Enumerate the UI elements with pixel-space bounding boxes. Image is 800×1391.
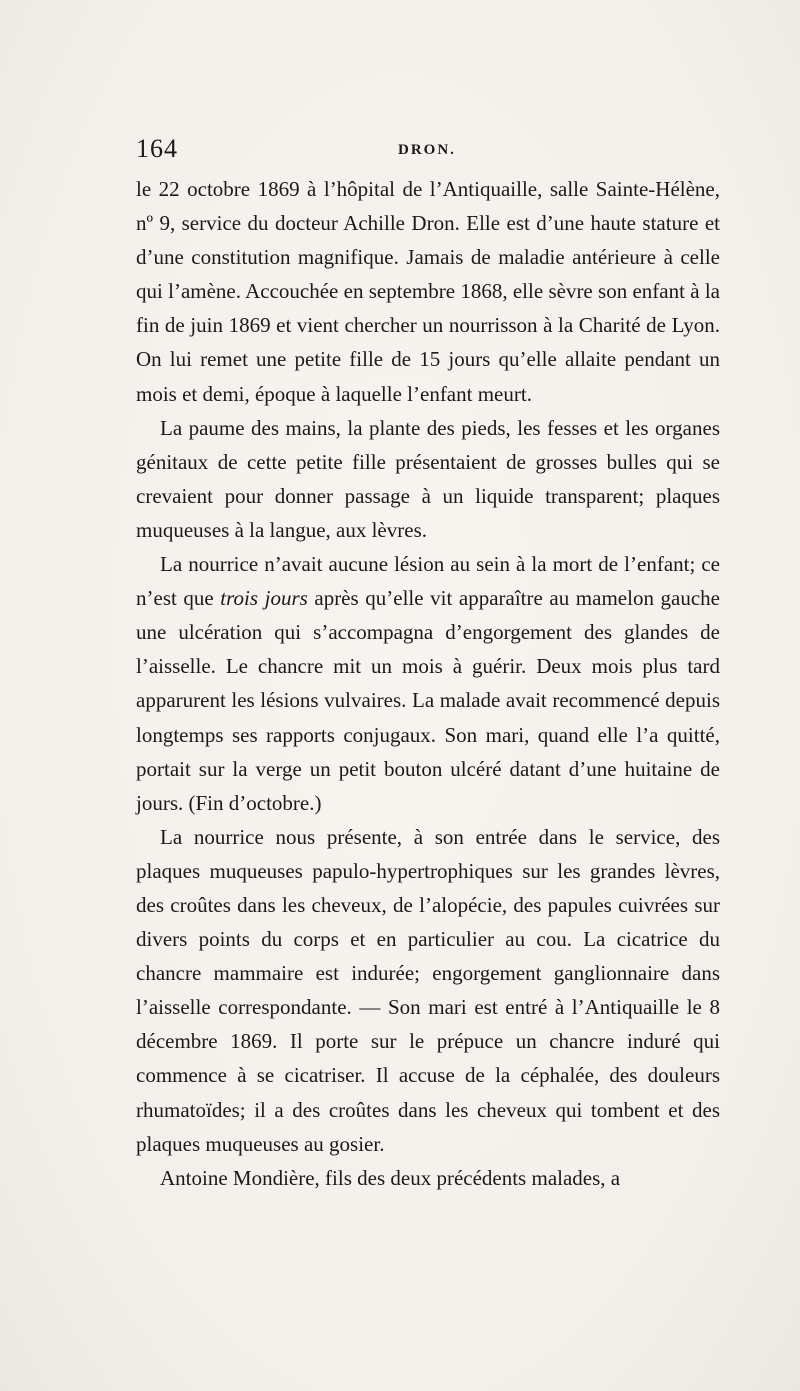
paragraph-continuation: le 22 octobre 1869 à l’hôpital de l’Antiquaille, salle Sainte-Hélène, nº 9, service du docteur Achille Dron. Elle est d’une haute stature et d’une constitution magnifique. Jamais de maladie antérieure à celle qui l’amène. Accouchée en septembre 1868, elle sèvre son enfant à la fin de juin 1869 et vient chercher un nourrisson à la Charité de Lyon. On lui remet une petite fille de 15 jours qu’elle allaite pendant un mois et demi, époque à laquelle l’enfant meurt. xyxy=(136,177,720,406)
paragraph-nurse-history xyxy=(136,547,720,820)
paragraph-nurse-exam: La nourrice nous présente, à son entrée dans le service, des plaques muqueuses papulo-hypertrophiques sur les grandes lèvres, des croûtes dans les cheveux, de l’alopécie, des papules cuivrées sur divers points du corps et en particulier au cou. La cicatrice du chancre mammaire est indurée; engorgement ganglionnaire dans l’aisselle correspondante. — Son mari est entré à l’Antiquaille le 8 décembre 1869. Il porte sur le prépuce un chancre induré qui commence à se cicatriser. Il accuse de la céphalée, des douleurs rhumatoïdes; il a des croûtes dans les cheveux qui tombent et des plaques muqueuses au gosier. xyxy=(136,824,720,1156)
paragraph-text-after: après qu’elle vit apparaître au mamelon gauche une ulcération qui s’accompagna d’engorgement des glandes de l’aisselle. Le chancre mit un mois à guérir. Deux mois plus tard apparurent les lésions vulvaires. La malade avait recommencé depuis longtemps ses rapports conjugaux. Son mari, quand elle l’a quitté, portait sur la verge un petit bouton ulcéré datant d’une huitaine de jours. (Fin d’octobre.) xyxy=(136,586,720,815)
emphasized-text: trois jours xyxy=(220,586,308,611)
paragraph-child-symptoms: La paume des mains, la plante des pieds, les fesses et les organes génitaux de cette petite fille présentaient de grosses bulles qui se crevaient pour donner passage à un liquide transparent; plaques muqueuses à la langue, aux lèvres. xyxy=(136,415,720,542)
running-head: DRON. xyxy=(398,142,456,158)
paragraph-text-before: La nourrice n’avait aucune lésion au sein à la mort de l’enfant; ce n’est que xyxy=(136,552,720,611)
body-text xyxy=(136,172,720,1195)
paragraph-antoine: Antoine Mondière, fils des deux précédents malades, a xyxy=(160,1165,621,1190)
page-header xyxy=(136,130,720,170)
page-number: 164 xyxy=(136,134,178,163)
